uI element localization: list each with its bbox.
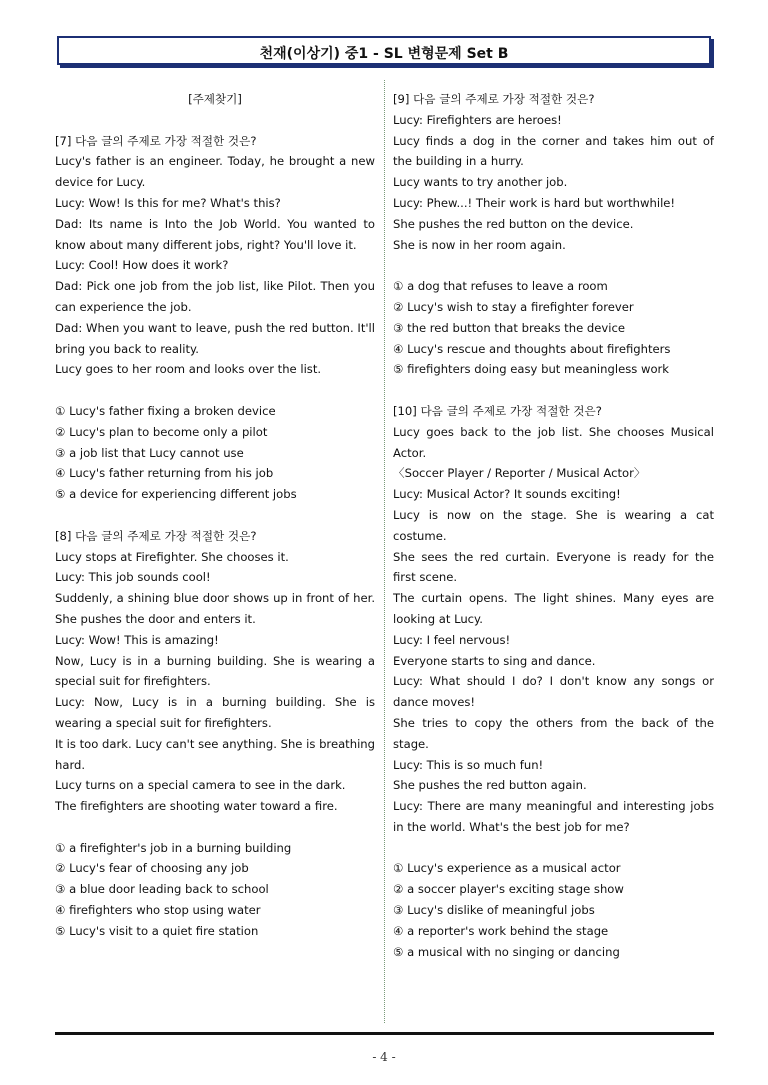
answer-choice: ① Lucy's experience as a musical actor	[393, 861, 621, 876]
page-number: - 4 -	[372, 1050, 396, 1064]
footer-rule	[55, 1032, 714, 1035]
answer-choice: ② Lucy's plan to become only a pilot	[55, 424, 268, 439]
answer-choice: ② Lucy's fear of choosing any job	[55, 861, 249, 876]
text-line: costume.	[393, 528, 447, 543]
text-line: know about many different jobs, right? You'll love it.	[55, 237, 357, 252]
text-line: Lucy wants to try another job.	[393, 175, 568, 190]
text-line: Dad: When you want to leave, push the red button. It'll	[55, 320, 375, 335]
text-line: Lucy goes to her room and looks over the list.	[55, 362, 322, 377]
right-column	[393, 89, 714, 962]
blank-line	[393, 838, 714, 859]
text-line: Lucy turns on a special camera to see in the dark.	[55, 778, 346, 793]
text-line: Lucy: Musical Actor? It sounds exciting!	[393, 487, 621, 502]
blank-line	[55, 380, 375, 401]
answer-choice: ① a dog that refuses to leave a room	[393, 279, 608, 294]
text-line: She is now in her room again.	[393, 237, 566, 252]
text-line: first scene.	[393, 570, 458, 585]
text-line: It is too dark. Lucy can't see anything. She is breathing	[55, 736, 375, 751]
page-header-box	[57, 36, 711, 65]
text-line: Lucy: What should I do? I don't know any songs or	[393, 674, 714, 689]
text-line: wearing a special suit for firefighters.	[55, 715, 272, 730]
text-line: Lucy's father is an engineer. Today, he brought a new	[55, 154, 375, 169]
section-heading: [주제찾기]	[188, 92, 242, 106]
text-line: special suit for firefighters.	[55, 674, 211, 689]
text-line: bring you back to reality.	[55, 341, 199, 356]
answer-choice: ③ a blue door leading back to school	[55, 882, 269, 897]
left-column	[55, 89, 375, 942]
answer-choice: ① a firefighter's job in a burning building	[55, 840, 292, 855]
text-line: dance moves!	[393, 695, 476, 710]
question-heading: [10] 다음 글의 주제로 가장 적절한 것은?	[393, 403, 602, 418]
question-heading: [9] 다음 글의 주제로 가장 적절한 것은?	[393, 92, 595, 106]
blank-line	[393, 380, 714, 401]
text-line: Everyone starts to sing and dance.	[393, 653, 596, 668]
answer-choice: ② a soccer player's exciting stage show	[393, 882, 624, 897]
answer-choice: ③ the red button that breaks the device	[393, 320, 625, 335]
text-line: device for Lucy.	[55, 175, 146, 190]
text-line: Lucy: This job sounds cool!	[55, 570, 211, 585]
text-line: Lucy stops at Firefighter. She chooses it.	[55, 549, 289, 564]
text-line: She sees the red curtain. Everyone is ready for the	[393, 549, 714, 564]
text-line: Dad: Its name is Into the Job World. You wanted to	[55, 216, 375, 231]
answer-choice: ③ a job list that Lucy cannot use	[55, 445, 244, 460]
text-line: Lucy finds a dog in the corner and takes him out of	[393, 133, 714, 148]
column-divider	[384, 80, 385, 1023]
blank-line	[55, 110, 375, 131]
text-line: Actor.	[393, 445, 427, 460]
text-line: She tries to copy the others from the back of the	[393, 715, 714, 730]
blank-line	[393, 255, 714, 276]
text-line: hard.	[55, 757, 86, 772]
text-line: stage.	[393, 736, 429, 751]
text-line: Lucy: Wow! This is amazing!	[55, 632, 219, 647]
text-line: Lucy is now on the stage. She is wearing a cat	[393, 507, 714, 522]
text-line: Lucy goes back to the job list. She chooses Musical	[393, 424, 714, 439]
answer-choice: ④ firefighters who stop using water	[55, 903, 261, 918]
text-line: The firefighters are shooting water toward a fire.	[55, 799, 338, 814]
answer-choice: ⑤ a musical with no singing or dancing	[393, 944, 620, 959]
answer-choice: ④ Lucy's rescue and thoughts about firefighters	[393, 341, 671, 356]
text-line: Lucy: Phew...! Their work is hard but worthwhile!	[393, 195, 676, 210]
text-line: Lucy: Firefighters are heroes!	[393, 112, 562, 127]
question-heading: [7] 다음 글의 주제로 가장 적절한 것은?	[55, 133, 257, 148]
text-line: Lucy: There are many meaningful and interesting jobs	[393, 799, 714, 814]
text-line: Lucy: I feel nervous!	[393, 632, 511, 647]
text-line: the building in a hurry.	[393, 154, 524, 169]
answer-choice: ④ Lucy's father returning from his job	[55, 466, 274, 481]
page-title: 천재(이상기) 중1 - SL 변형문제 Set B	[259, 46, 509, 62]
text-line: in the world. What's the best job for me?	[393, 819, 630, 834]
question-heading: [8] 다음 글의 주제로 가장 적절한 것은?	[55, 528, 257, 543]
answer-choice: ⑤ firefighters doing easy but meaningless work	[393, 362, 670, 377]
text-line: She pushes the door and enters it.	[55, 611, 256, 626]
blank-line	[55, 505, 375, 526]
text-line: The curtain opens. The light shines. Many eyes are	[393, 591, 714, 606]
answer-choice: ① Lucy's father fixing a broken device	[55, 403, 276, 418]
text-line: Dad: Pick one job from the job list, like Pilot. Then you	[55, 279, 375, 294]
text-line: Now, Lucy is in a burning building. She is wearing a	[55, 653, 375, 668]
answer-choice: ② Lucy's wish to stay a firefighter forever	[393, 299, 634, 314]
answer-choice: ③ Lucy's dislike of meaningful jobs	[393, 903, 595, 918]
text-line: Lucy: Wow! Is this for me? What's this?	[55, 195, 281, 210]
answer-choice: ⑤ Lucy's visit to a quiet fire station	[55, 923, 259, 938]
blank-line	[55, 817, 375, 838]
text-line: can experience the job.	[55, 299, 192, 314]
text-line: looking at Lucy.	[393, 611, 483, 626]
text-line: She pushes the red button again.	[393, 778, 587, 793]
answer-choice: ⑤ a device for experiencing different jobs	[55, 487, 297, 502]
text-line: Suddenly, a shining blue door shows up in front of her.	[55, 591, 375, 606]
text-line: She pushes the red button on the device.	[393, 216, 634, 231]
text-line: 〈Soccer Player / Reporter / Musical Actor〉	[393, 466, 646, 481]
text-line: Lucy: Cool! How does it work?	[55, 258, 229, 273]
answer-choice: ④ a reporter's work behind the stage	[393, 923, 609, 938]
text-line: Lucy: This is so much fun!	[393, 757, 544, 772]
text-line: Lucy: Now, Lucy is in a burning building. She is	[55, 695, 375, 710]
